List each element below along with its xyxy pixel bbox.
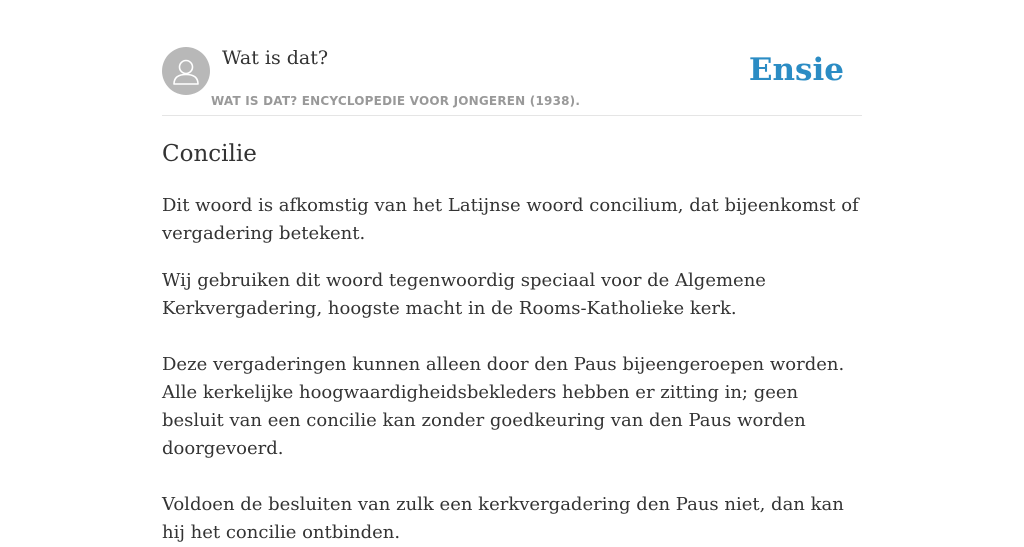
avatar[interactable]	[162, 47, 210, 95]
entry-body: Wij gebruiken dit woord tegenwoordig speciaal voor de Algemene Kerkvergadering, hoogste macht in de Rooms-Katholieke kerk. Deze vergaderingen kunnen alleen door den Paus bijeengeroepen worden. Alle kerkelijke hoogwaardigheidsbekleders hebben er zitting in; geen besluit van een concilie kan zonder goedkeuring van den Paus worden doorgevoerd. Voldoen de besluiten van zulk een kerkvergadering den Paus niet, dan kan hij het concilie ontbinden.	[162, 270, 845, 543]
entry-content	[162, 192, 862, 547]
page-container	[162, 0, 862, 543]
ensie-logo[interactable]: Ensie	[748, 52, 844, 88]
source-title-link[interactable]: Wat is dat?	[222, 47, 329, 69]
entry-intro: Dit woord is afkomstig van het Latijnse woord concilium, dat bijeenkomst of vergadering betekent.	[162, 195, 859, 244]
entry-title: Concilie	[162, 141, 257, 167]
source-subtitle-link[interactable]: WAT IS DAT? ENCYCLOPEDIE VOOR JONGEREN (1938).	[211, 94, 581, 108]
source-header	[162, 0, 862, 116]
user-icon	[162, 47, 210, 95]
